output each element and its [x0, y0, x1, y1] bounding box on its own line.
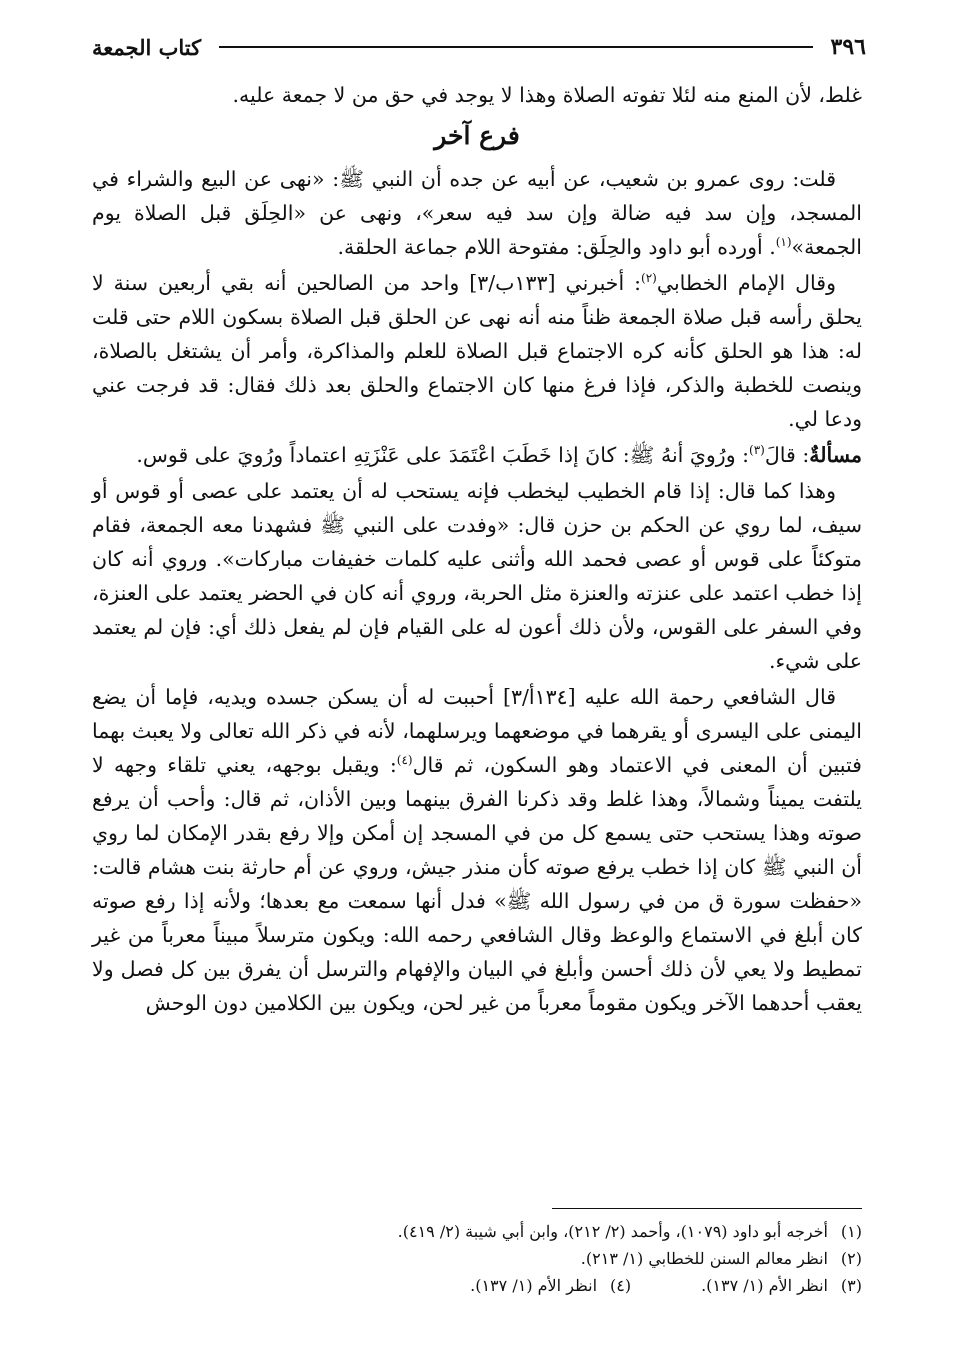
paragraph-continuation [92, 78, 862, 112]
masala-label: مسألةٌ [809, 443, 862, 467]
footnote-number: (٣) [840, 1276, 862, 1295]
paragraph-shafii [92, 680, 862, 1020]
paragraph-text: : ويقبل بوجهه، يعني تلقاء وجهه لا يلتفت يميناً وشمالاً، وهذا غلط وقد ذكرنا الفرق بينهما وبين الأذان، ثم قال: وأحب أن يرفع صوته وهذا يستحب حتى يسمع كل من في المسجد إن أمكن وإلا رفع بقدر الإمكان لما روي أن النبي ﷺ كان إذا خطب يرفع صوته كأن منذر جيش، وروي عن أم حارثة بنت هشام قالت: «حفظت سورة ق من في رسول الله ﷺ» فدل أنها سمعت مع بعدها؛ ولأنه إذا رفع صوته كان أبلغ في الاستماع والوعظ وقال الشافعي رحمه الله: ويكون مترسلاً مبيناً معرباً من غير تمطيط ولا يعي لأن ذلك أحسن وأبلغ في البيان والإفهام والترسل أن يفرق بين كل فصل ولا يعقب أحدهما الآخر ويكون مقوماً معرباً من غير لحن، ويكون بين الكلامين دون الوحش [92, 753, 862, 1015]
paragraph-hadith [92, 162, 862, 264]
running-title: كتاب الجمعة [92, 34, 202, 60]
footnote-ref-4[interactable]: (٤) [396, 753, 413, 768]
footnote-number: (٢) [840, 1249, 862, 1268]
paragraph-masala [92, 438, 862, 472]
footnote-ref-2[interactable]: (٢) [641, 271, 657, 286]
paragraph-text: : قالَ [764, 443, 810, 467]
paragraph-text: : أخبرني [١٣٣ب/٣] واحد من الصالحين أنه بقي أربعين سنة لا يحلق رأسه قبل صلاة الجمعة ظناً منه أنه نهى عن الحلق قبل الصلاة بسكون اللام حتى قلت له: هذا هو الحلق كأنه كره الاجتماع قبل الصلاة للعلم والمذاكرة، وأمر أن يشتغل بالصلاة، وينصت للخطبة والذكر، فإذا فرغ منها كان الاجتماع والحلق بعد ذلك فقال: قد فرجت عني ودعا لي. [92, 271, 862, 431]
paragraph-text: غلط، لأن المنع منه لئلا تفوته الصلاة وهذا لا يوجد في حق من لا جمعة عليه. [232, 83, 862, 107]
paragraph-text: قلت: روى عمرو بن شعيب، عن أبيه عن جده أن النبي ﷺ: «نهى عن البيع والشراء في المسجد، وإن سد فيه ضالة وإن سد فيه سعر»، ونهى عن «الحِلَق قبل الصلاة يوم الجمعة» [92, 167, 862, 259]
footnote-1 [92, 1218, 862, 1245]
paragraph-khattabi [92, 266, 862, 436]
section-heading: فرع آخر [434, 121, 520, 150]
header-rule [219, 46, 812, 48]
footnote-text: انظر معالم السنن للخطابي (١/ ٢١٣). [580, 1249, 828, 1268]
footnote-2 [92, 1245, 862, 1272]
footnote-number: (٤) [609, 1276, 632, 1295]
footnote-separator [552, 1208, 862, 1209]
paragraph-text: . أورده أبو داود والحِلَق: مفتوحة اللام جماعة الحلقة. [337, 235, 776, 259]
footnote-text: انظر الأم (١/ ١٣٧). [701, 1276, 828, 1295]
footnote-text: انظر الأم (١/ ١٣٧). [470, 1276, 598, 1295]
paragraph-text: وقال الإمام الخطابي [656, 271, 836, 295]
footnote-ref-3[interactable]: (٣) [749, 443, 765, 458]
paragraph-text: : ورُويَ أنهُ ﷺ: كانَ إذا خَطَبَ اعْتَمَدَ على عَنْزَتِهِ اعتماداً ورُويَ على قوس. [136, 443, 750, 467]
page-number: ٣٩٦ [830, 34, 866, 60]
paragraph-text: وهذا كما قال: إذا قام الخطيب ليخطب فإنه يستحب له أن يعتمد على عصى أو قوس أو سيف، لما روي عن الحكم بن حزن قال: «وفدت على النبي ﷺ فشهدنا معه الجمعة، فقام متوكئاً على قوس أو عصى فحمد الله وأثنى عليه كلمات خفيفات مباركات». وروي أنه كان إذا خطب اعتمد على عنزته والعنزة مثل الحربة، وروي أنه كان في الحضر يعتمد على العنزة، وفي السفر على القوس، ولأن ذلك أعون له على القيام فإن لم يفعل ذلك أي: فإن لم يعتمد على شيء. [92, 479, 862, 673]
footnote-number: (١) [840, 1222, 862, 1241]
footnote-ref-1[interactable]: (١) [775, 235, 792, 250]
main-text [92, 78, 862, 1022]
paragraph-khatib [92, 474, 862, 678]
paragraph-text: قال الشافعي رحمة الله عليه [١٣٤أ/٣] أحببت له أن يسكن جسده ويديه، فإما أن يضع اليمنى على اليسرى أو يقرهما في موضعهما ويرسلهما، لأنه في ذكر الله تعالى ولا يعبث بهما فتبين أن المعنى في الاعتماد وهو السكون، ثم قال [92, 685, 862, 777]
page-header [92, 30, 866, 64]
footnotes [92, 1218, 862, 1299]
footnote-text: أخرجه أبو داود (١٠٧٩)، وأحمد (٢/ ٢١٢)، وابن أبي شيبة (٢/ ٤١٩). [397, 1222, 828, 1241]
footnote-3-4 [92, 1272, 862, 1299]
